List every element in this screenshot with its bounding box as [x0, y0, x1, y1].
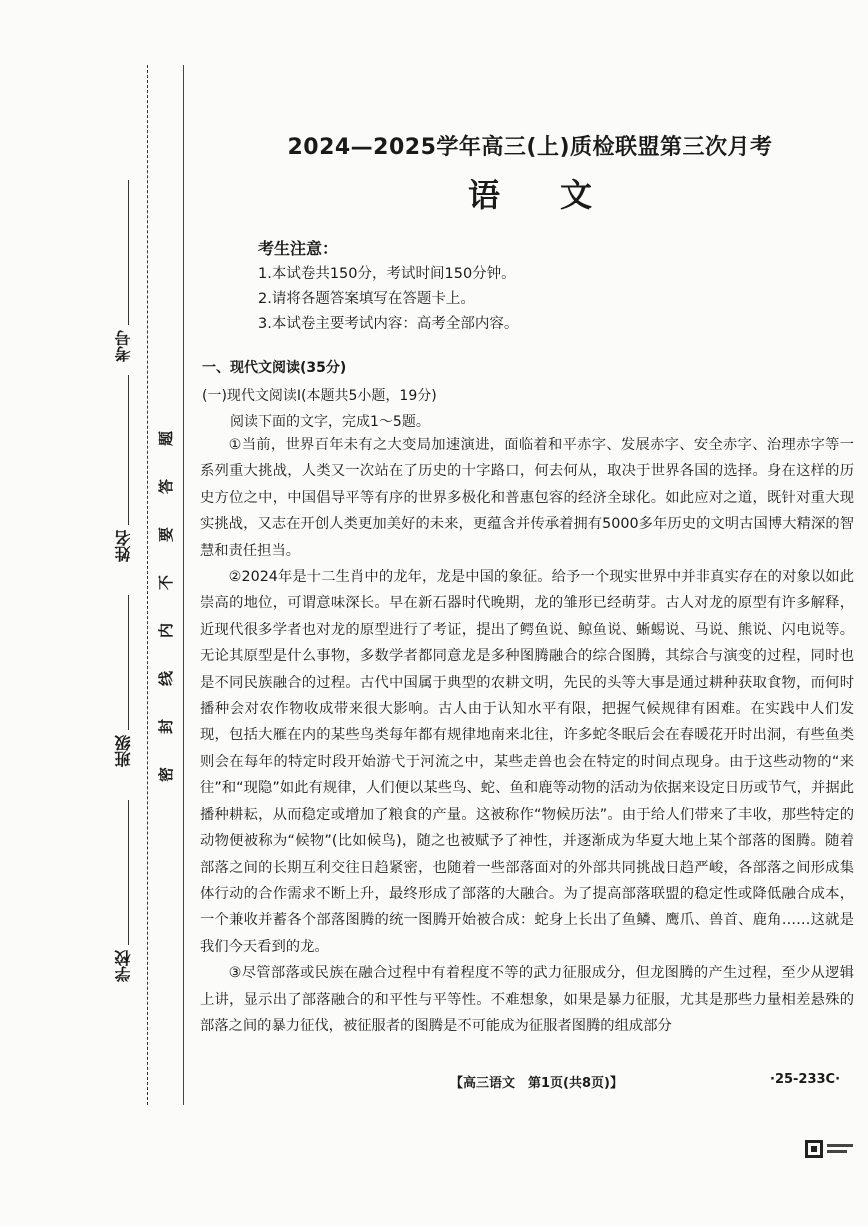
reading-passage	[200, 432, 854, 1039]
seal-char: 封	[157, 718, 176, 735]
passage-paragraph: ①当前，世界百年未有之大变局加速演进，面临着和平赤字、发展赤字、安全赤字、治理赤字等一系列重大挑战，人类又一次站在了历史的十字路口，何去何从，取决于世界各国的选择。身在这样的历史方位之中，中国倡导平等有序的世界多极化和普惠包容的经济全球化。如此应对之道，既针对重大现实挑战，又志在开创人类更加美好的未来，更蕴含并传承着拥有5000多年历史的文明古国博大精深的智慧和责任担当。	[200, 437, 854, 559]
reading-instruction: 阅读下面的文字，完成1～5题。	[230, 414, 430, 430]
name-field[interactable]	[128, 375, 129, 525]
school-label: 学校	[114, 950, 133, 982]
name-label: 姓名	[114, 530, 133, 562]
notice-item: 3.本试卷主要考试内容：高考全部内容。	[258, 316, 519, 332]
notice-item: 1.本试卷共150分，考试时间150分钟。	[258, 266, 516, 282]
exam-no-label: 考号	[114, 330, 133, 362]
subject-title: 语文	[467, 176, 652, 214]
subsection-heading: (一)现代文阅读Ⅰ(本题共5小题，19分)	[202, 388, 437, 404]
school-field[interactable]	[128, 800, 129, 945]
section-heading: 一、现代文阅读(35分)	[202, 360, 347, 376]
passage-paragraph: ②2024年是十二生肖中的龙年，龙是中国的象征。给予一个现实世界中并非真实存在的对象以如此崇高的地位，可谓意味深长。早在新石器时代晚期，龙的雏形已经萌芽。古人对龙的原型有许多解释，近现代很多学者也对龙的原型进行了考证，提出了鳄鱼说、鲸鱼说、蜥蜴说、马说、熊说、闪电说等。无论其原型是什么事物，多数学者都同意龙是多种图腾融合的综合图腾，其综合与演变的过程，同时也是不同民族融合的过程。古代中国属于典型的农耕文明，先民的头等大事是通过耕种获取食物，而何时播种会对农作物收成带来很大影响。古人由于认知水平有限，把握气候规律有困难。在实践中人们发现，包括大雁在内的某些鸟类每年都有规律地南来北往，许多蛇冬眠后会在春暖花开时出洞，有些鱼类则会在每年的特定时段开始游弋于河流之中，某些走兽也会在特定的时间点现身。由于这些动物的“来往”和“现隐”如此有规律，人们便以某些鸟、蛇、鱼和鹿等动物的活动为依据来设定日历或节气，并据此播种耕耘，从而稳定或增加了粮食的产量。这被称作“物候历法”。由于给人们带来了丰收，那些特定的动物便被称为“候物”(比如候鸟)，随之也被赋予了神性，并逐渐成为华夏大地上某个部落的图腾。随着部落之间的长期互利交往日趋紧密，也随着一些部落面对的外部共同挑战日趋严峻，各部落之间形成集体行动的合作需求不断上升，最终形成了部落的大融合。为了提高部落联盟的稳定性或降低融合成本，一个兼收并蓄各个部落图腾的统一图腾开始被合成：蛇身上长出了鱼鳞、鹰爪、兽首、鹿角……这就是我们今天看到的龙。	[200, 569, 854, 955]
notice-item: 2.请将各题答案填写在答题卡上。	[258, 291, 475, 307]
page-footer: 【高三语文 第1页(共8页)】	[450, 1076, 623, 1091]
seal-char: 内	[157, 622, 176, 639]
seal-char: 答	[157, 478, 176, 495]
notice-heading: 考生注意：	[258, 239, 339, 258]
class-field[interactable]	[128, 595, 129, 730]
exam-no-field[interactable]	[128, 180, 129, 325]
class-label: 班级	[114, 735, 133, 767]
seal-char: 要	[157, 526, 176, 543]
seal-char: 线	[157, 670, 176, 687]
exam-code: ·25-233C·	[770, 1072, 841, 1087]
seal-char: 不	[157, 574, 176, 591]
binding-solid-line	[183, 65, 184, 1105]
exam-title: 2024—2025学年高三(上)质检联盟第三次月考	[287, 135, 773, 160]
binding-dashed-line	[147, 65, 148, 1105]
passage-paragraph: ③尽管部落或民族在融合过程中有着程度不等的武力征服成分，但龙图腾的产生过程，至少从逻辑上讲，显示出了部落融合的和平性与平等性。不难想象，如果是暴力征服，尤其是那些力量相差悬殊的部落之间的暴力征伐，被征服者的图腾是不可能成为征服者图腾的组成部分	[200, 965, 854, 1034]
qr-code-icon	[805, 1140, 855, 1160]
seal-char: 密	[157, 766, 176, 783]
seal-char: 题	[157, 430, 176, 447]
